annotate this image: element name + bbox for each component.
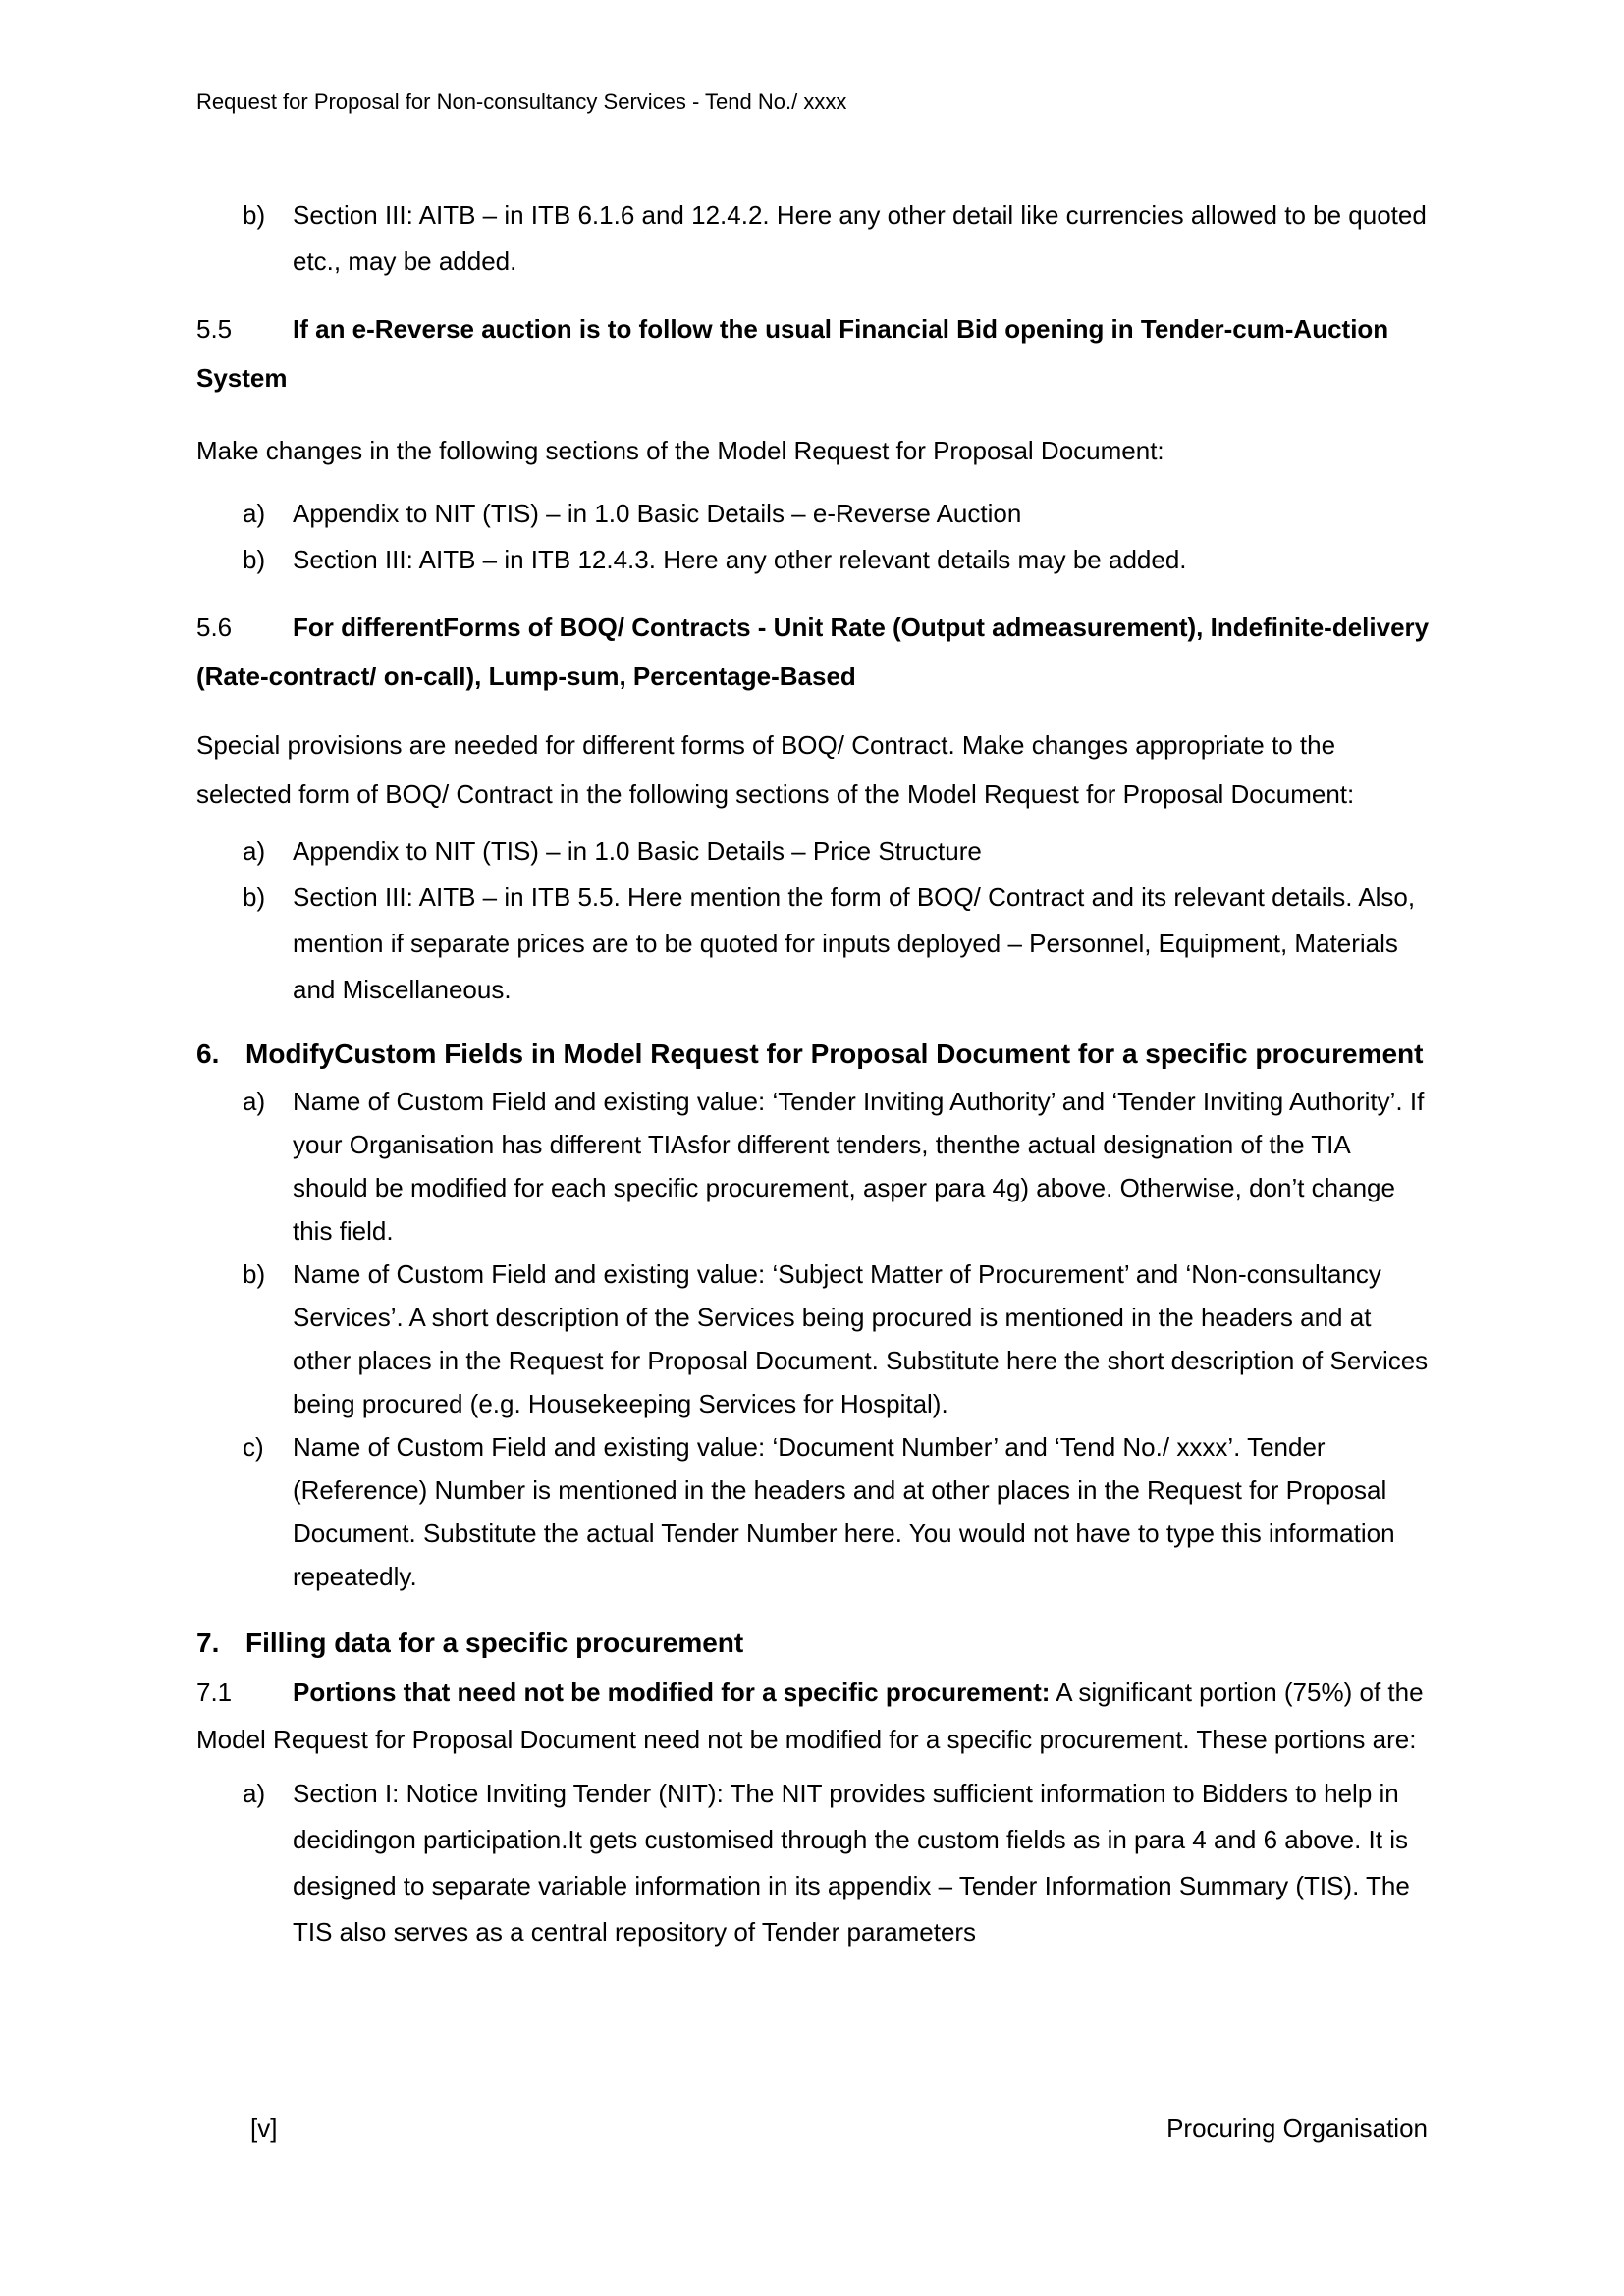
paragraph-7-1 — [196, 1669, 1430, 1763]
list-item — [196, 192, 1430, 285]
list-marker: a) — [243, 836, 266, 866]
section-number: 7.1 — [196, 1678, 233, 1707]
paragraph: Special provisions are needed for different forms of BOQ/ Contract. Make changes appropriate to the selected form of BOQ/ Contract in the following sections of the Model Request for Proposal Document: — [196, 730, 1355, 809]
list-marker: a) — [243, 499, 266, 528]
list-item-text: Name of Custom Field and existing value: ‘Subject Matter of Procurement’ and ‘Non-consultancy Services’. A short description of the Services being procured is mentioned in the headers and at other places in the Request for Proposal Document. Substitute here the short description of Services being procured (e.g. Housekeeping Services for Hospital). — [293, 1259, 1429, 1418]
list-item-text: Name of Custom Field and existing value: ‘Tender Inviting Authority’ and ‘Tender Inviting Authority’. If your Organisation has different TIAsfor different tenders, thenthe actual designation of the TIA should be modified for each specific procurement, asper para 4g) above. Otherwise, don’t change this field. — [293, 1087, 1425, 1246]
section-number: 5.5 — [196, 314, 233, 344]
page-header — [196, 88, 1428, 116]
section-title: If an e-Reverse auction is to follow the usual Financial Bid opening in Tender-cum-Auction System — [196, 314, 1389, 393]
list-item-text: Name of Custom Field and existing value: ‘Document Number’ and ‘Tend No./ xxxx’. Tender (Reference) Number is mentioned in the headers and at other places in the Request for Proposal Document. Substitute the actual Tender Number here. You would not have to type this information repeatedly. — [293, 1432, 1395, 1591]
section-heading-7 — [196, 1618, 1430, 1669]
list-marker: b) — [243, 1259, 266, 1289]
section-number: 6. — [196, 1039, 220, 1069]
document-body — [196, 192, 1430, 1955]
list-item-text: Appendix to NIT (TIS) – in 1.0 Basic Details – Price Structure — [293, 836, 982, 866]
list-item — [196, 875, 1430, 1013]
list-marker: a) — [243, 1087, 266, 1116]
list-item-text: Section III: AITB – in ITB 5.5. Here mention the form of BOQ/ Contract and its relevant details. Also, mention if separate prices are to be quoted for inputs deployed – Personnel, Equipment, Materials and Miscellaneous. — [293, 882, 1416, 1004]
list-marker: b) — [243, 545, 266, 574]
list-item — [196, 828, 1430, 875]
list-item-text: Section III: AITB – in ITB 12.4.3. Here any other relevant details may be added. — [293, 545, 1187, 574]
list-marker: a) — [243, 1779, 266, 1808]
list-marker: c) — [243, 1432, 264, 1462]
list-item-text: Section III: AITB – in ITB 6.1.6 and 12.4.2. Here any other detail like currencies allowed to be quoted etc., may be added. — [293, 200, 1427, 276]
section-number: 5.6 — [196, 613, 233, 642]
paragraph: Make changes in the following sections of the Model Request for Proposal Document: — [196, 436, 1164, 465]
section-title: Filling data for a specific procurement — [245, 1628, 744, 1658]
list-marker: b) — [243, 200, 266, 230]
section-heading-5-5 — [196, 304, 1430, 402]
list-item — [196, 1253, 1430, 1425]
section-heading-5-6 — [196, 603, 1430, 701]
list-item — [196, 1425, 1430, 1598]
footer-organisation-label: Procuring Organisation — [1166, 2113, 1428, 2143]
list-item — [196, 537, 1430, 583]
list-item — [196, 1080, 1430, 1253]
footer-page-number: [v] — [250, 2113, 278, 2143]
list-item-text: Appendix to NIT (TIS) – in 1.0 Basic Details – e-Reverse Auction — [293, 499, 1022, 528]
paragraph-text: A significant portion (75%) of the Model Request for Proposal Document need not be modified for a specific procurement. These portions are: — [196, 1678, 1424, 1754]
list-item — [196, 491, 1430, 537]
list-item-text: Section I: Notice Inviting Tender (NIT): The NIT provides sufficient information to Bidders to help in decidingon participation.It gets customised through the custom fields as in para 4 and 6 above. It is designed to separate variable information in its appendix – Tender Information Summary (TIS). The TIS also serves as a central repository of Tender parameters — [293, 1779, 1410, 1947]
section-heading-6 — [196, 1029, 1430, 1080]
page-footer — [196, 2112, 1428, 2144]
list-item — [196, 1771, 1430, 1955]
section-title: For differentForms of BOQ/ Contracts - Unit Rate (Output admeasurement), Indefinite-delivery (Rate-contract/ on-call), Lump-sum, Percentage-Based — [196, 613, 1430, 691]
header-title: Request for Proposal for Non-consultancy Services - Tend No./ xxxx — [196, 89, 847, 114]
section-number: 7. — [196, 1628, 220, 1658]
paragraph-bold-lead: Portions that need not be modified for a specific procurement: — [293, 1678, 1051, 1707]
section-title: ModifyCustom Fields in Model Request for Proposal Document for a specific procurement — [245, 1039, 1424, 1069]
list-marker: b) — [243, 882, 266, 912]
